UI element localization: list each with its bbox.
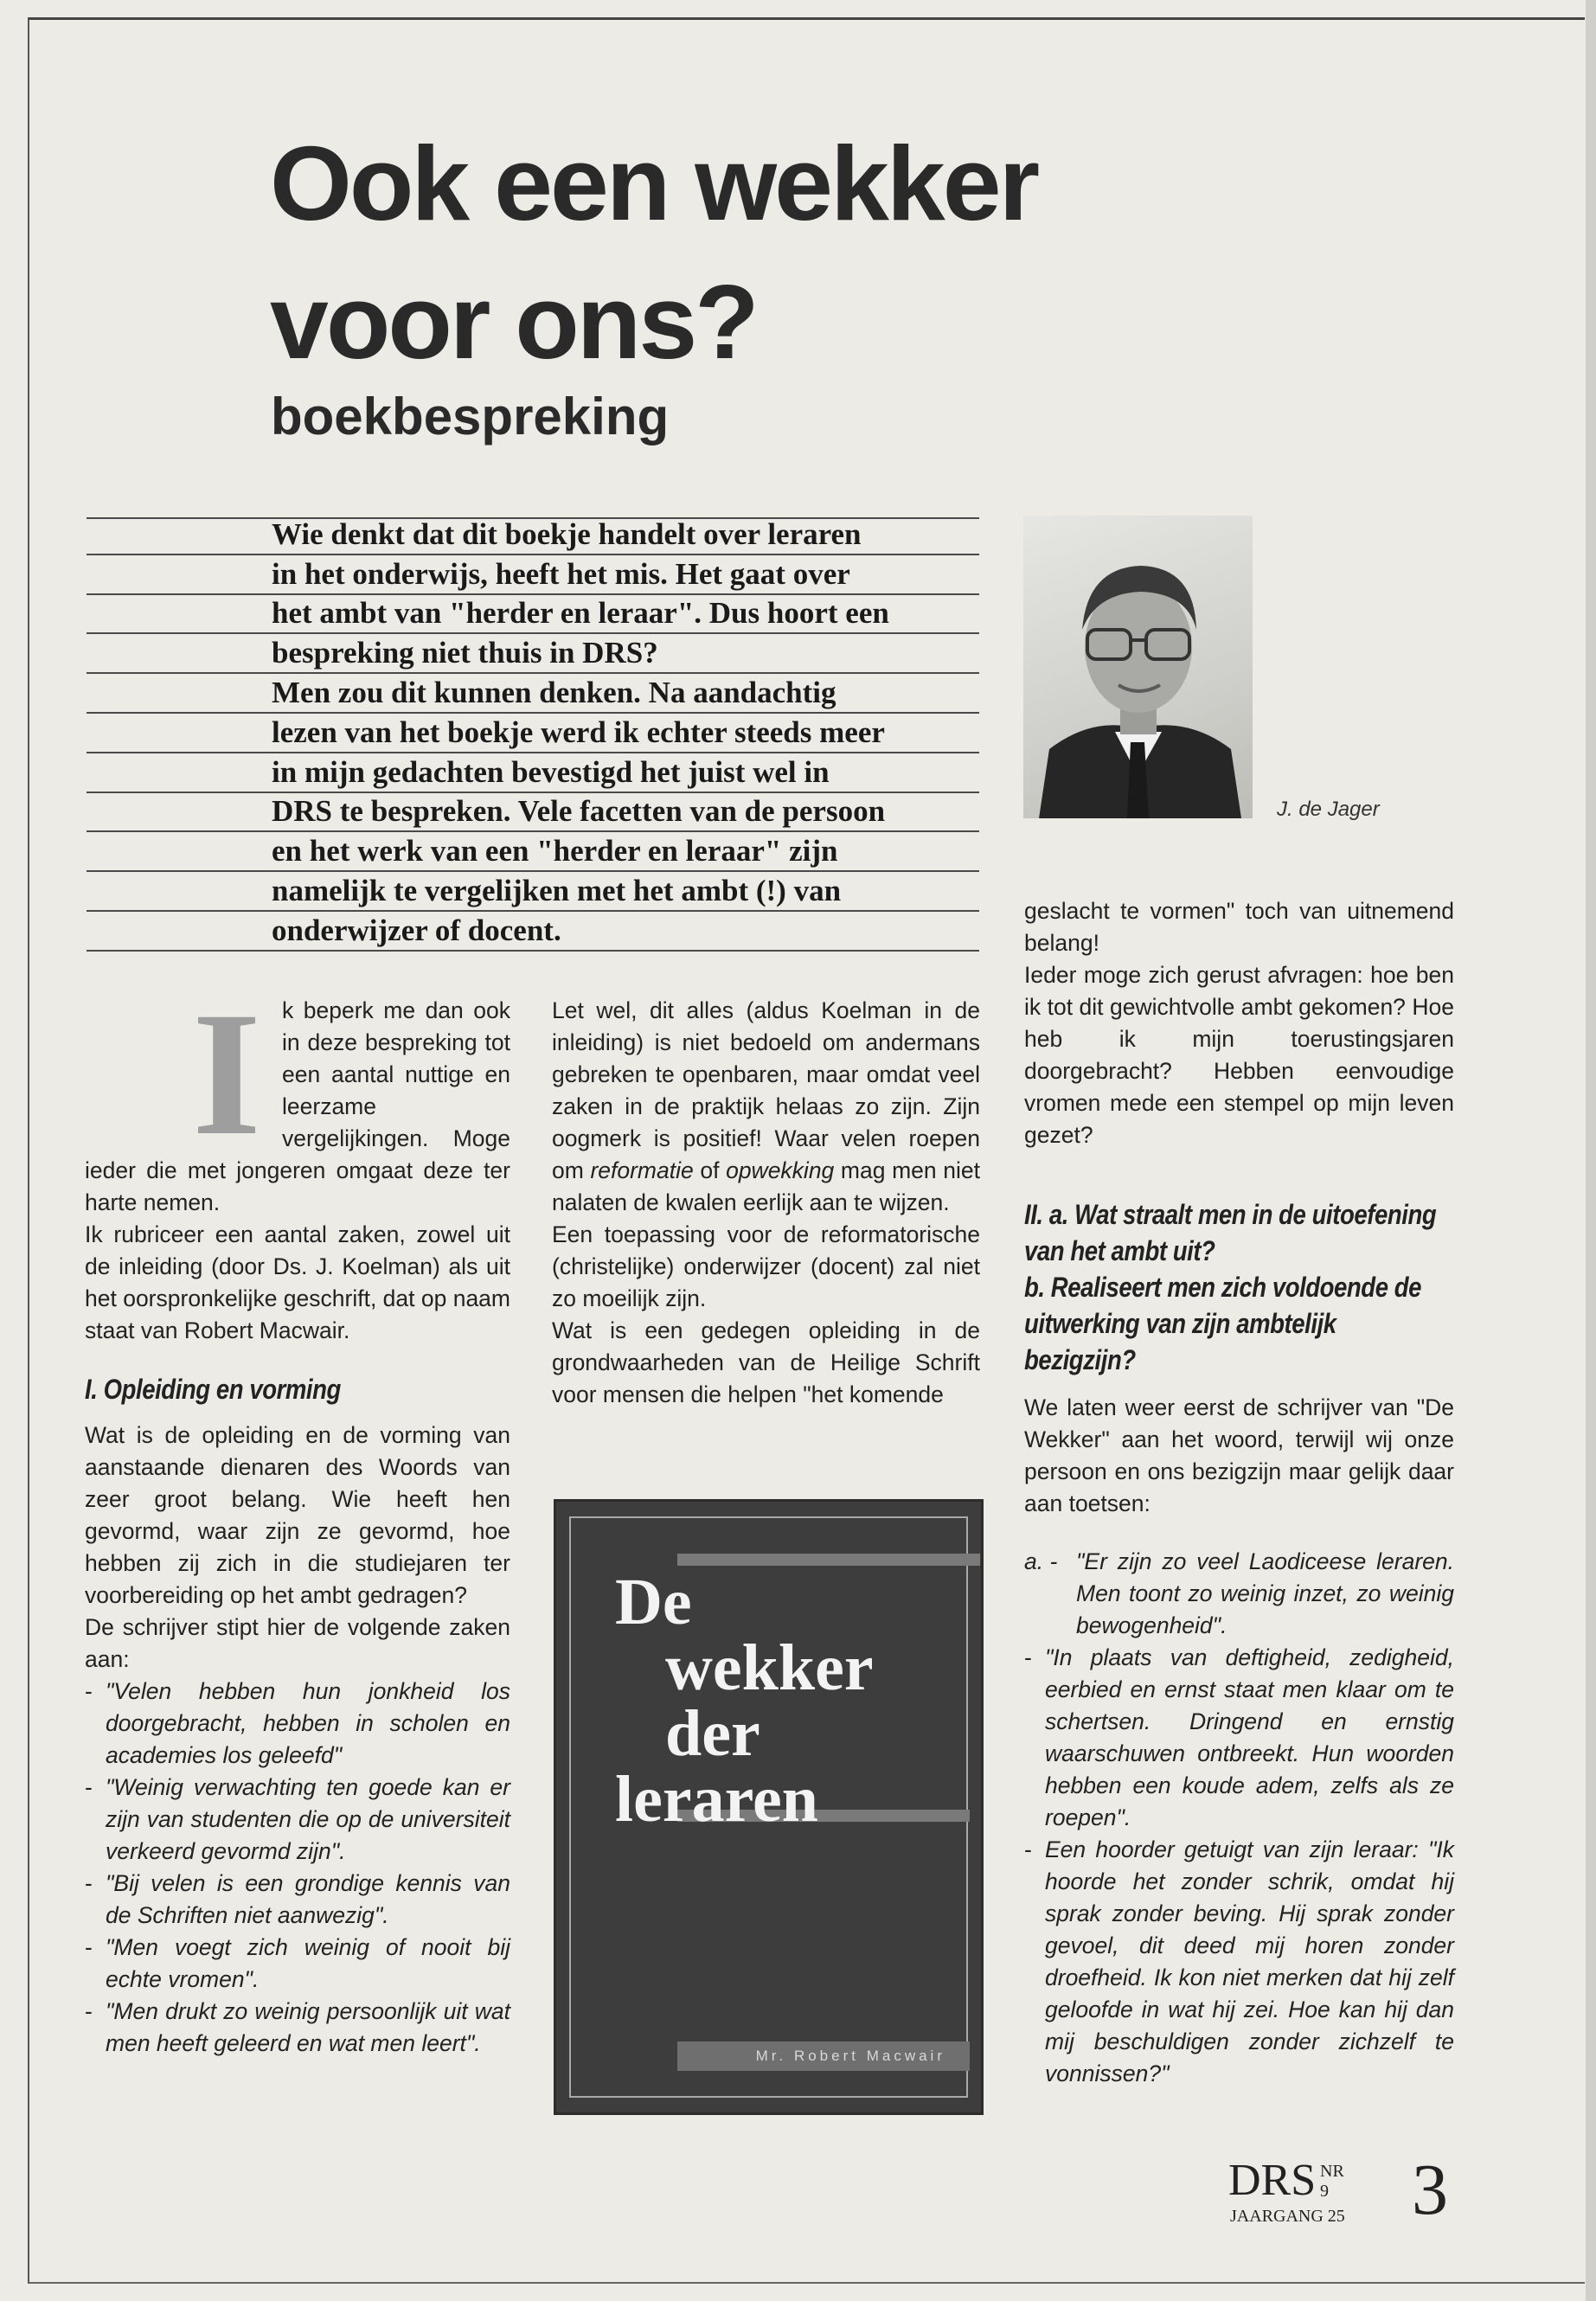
- paragraph: Wat is de opleiding en de vorming van aanstaande dienaren des Woords van zeer groot belang. Wie heeft hen gevormd, waar zijn ze gevormd, hoe hebben zij zich in die studiejaren ter voorbereiding op het ambt gedragen?: [85, 1422, 510, 1608]
- column-1: [85, 976, 510, 2060]
- lead-line: Men zou dit kunnen denken. Na aandachtig: [87, 674, 979, 714]
- author-photo: [1023, 516, 1253, 818]
- lead-line: lezen van het boekje werd ik echter steeds meer: [87, 714, 979, 753]
- quote-item: - "Weinig verwachting ten goede kan er zijn van studenten die op de universiteit verkeerd gevormd zijn".: [85, 1774, 510, 1864]
- paragraph: geslacht te vormen" toch van uitnemend belang!: [1024, 898, 1454, 956]
- lead-line: onderwijzer of docent.: [87, 912, 979, 952]
- paragraph: Een toepassing voor de reformatorische (christelijke) onderwijzer (docent) zal niet zo moeilijk zijn.: [552, 1221, 980, 1311]
- lead-line: in het onderwijs, heeft het mis. Het gaat over: [87, 555, 979, 595]
- lead-line: en het werk van een "herder en leraar" zijn: [87, 832, 979, 872]
- paragraph: Let wel, dit alles (aldus Koelman in de inleiding) is niet bedoeld om andermans gebreken te openbaren, maar omdat veel zaken in de praktijk helaas zo zijn. Zijn oogmerk is positief! Waar velen roepen om reformatie of opwekking mag men niet nalaten de kwalen eerlijk aan te wijzen.: [552, 997, 980, 1215]
- section-heading: b. Realiseert men zich voldoende de uitwerking van zijn ambtelijk bezigzijn?: [1024, 1272, 1422, 1375]
- quote-item: - "Men drukt zo weinig persoonlijk uit wat men heeft geleerd en wat men leert".: [85, 1998, 510, 2056]
- quote-item: - "Men voegt zich weinig of nooit bij echte vromen".: [85, 1934, 510, 1992]
- paragraph: Ik rubriceer een aantal zaken, zowel uit de inleiding (door Ds. J. Koelman) als uit het oorspronkelijke geschrift, dat op naam staat van Robert Macwair.: [85, 1221, 510, 1343]
- paragraph: k beperk me dan ook in deze bespreking tot een aantal nuttige en leerzame vergelijkingen. Moge ieder die met jongeren omgaat deze ter harte nemen.: [85, 997, 510, 1215]
- article-kicker: boekbespreking: [271, 388, 670, 445]
- quote-item: - "Velen hebben hun jonkheid los doorgebracht, hebben in scholen en academies los geleefd": [85, 1678, 510, 1768]
- page-edge: [1586, 0, 1596, 2301]
- lead-line: het ambt van "herder en leraar". Dus hoort een: [87, 595, 979, 635]
- lead-line: bespreking niet thuis in DRS?: [87, 634, 979, 674]
- volume-label: JAARGANG 25: [1230, 2207, 1345, 2226]
- drop-cap: I: [192, 976, 261, 1172]
- column-2: [552, 995, 980, 1411]
- quote-item: - "In plaats van deftigheid, zedigheid, eerbied en ernst staat men klaar om te schertsen. Dringend en ernstig waarschuwen ontbreekt. Hun woorden hebben een koude adem, zelfs als ze roepen".: [1024, 1644, 1454, 1830]
- paragraph: Wat is een gedegen opleiding in de grondwaarheden van de Heilige Schrift voor mensen die helpen "het komende: [552, 1317, 980, 1407]
- quote-item: - "Bij velen is een grondige kennis van de Schriften niet aanwezig".: [85, 1870, 510, 1928]
- lead-line: Wie denkt dat dit boekje handelt over leraren: [87, 516, 979, 555]
- paragraph: Ieder moge zich gerust afvragen: hoe ben ik tot dit gewichtvolle ambt gekomen? Hoe heb ik mijn toerustingsjaren doorgebracht? Hebben eenvoudige vromen mede een stempel op mijn leven gezet?: [1024, 962, 1454, 1148]
- book-title: De wekker der leraren: [615, 1566, 874, 1836]
- section-heading: I. Opleiding en vorming: [85, 1374, 341, 1405]
- lead-line: namelijk te vergelijken met het ambt (!) van: [87, 872, 979, 912]
- lead-line: DRS te bespreken. Vele facetten van de persoon: [87, 793, 979, 833]
- book-author: Mr. Robert Macwair: [677, 2041, 970, 2071]
- quote-item: - Een hoorder getuigt van zijn leraar: "Ik hoorde het zonder schrik, omdat hij sprak zonder beving. Hij sprak zonder gevoel, dit deed mij horen zonder droefheid. Ik kon niet merken dat hij zelf geloofde in wat hij zei. Hoe kan hij dan mij beschuldigen zonder zichzelf te vonnissen?": [1024, 1836, 1454, 2086]
- title-line-2: voor ons?: [270, 263, 757, 381]
- book-cover: [554, 1499, 984, 2115]
- page-number: 3: [1412, 2150, 1448, 2230]
- issue-number: NR 9: [1320, 2162, 1344, 2201]
- portrait-illustration: [1023, 516, 1253, 818]
- book-bar-top: [677, 1554, 980, 1566]
- quote-item: a. - "Er zijn zo veel Laodiceese leraren. Men toont zo weinig inzet, zo weinig bewogenheid".: [1024, 1548, 1454, 1638]
- lead-line: in mijn gedachten bevestigd het juist wel in: [87, 753, 979, 793]
- section-heading: II. a. Wat straalt men in de uitoefening van het ambt uit?: [1024, 1199, 1437, 1266]
- paragraph: We laten weer eerst de schrijver van "De Wekker" aan het woord, terwijl wij onze persoon en ons bezigzijn maar gelijk daar aan toetsen:: [1024, 1394, 1454, 1516]
- photo-caption: J. de Jager: [1277, 798, 1380, 821]
- column-3: [1024, 895, 1454, 2090]
- lead-paragraph: [87, 516, 979, 952]
- brand-logo: DRS: [1228, 2156, 1317, 2205]
- article-title: [270, 114, 1037, 391]
- paragraph: De schrijver stipt hier de volgende zaken aan:: [85, 1614, 510, 1672]
- title-line-1: Ook een wekker: [270, 125, 1038, 242]
